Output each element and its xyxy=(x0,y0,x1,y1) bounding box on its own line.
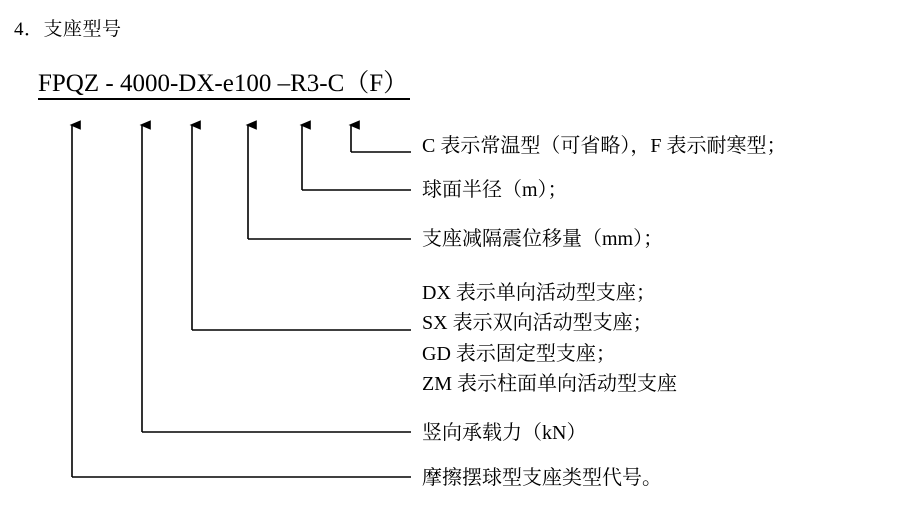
model-code-text: FPQZ - 4000-DX-e100 –R3-C（F） xyxy=(38,70,409,97)
annotation-prefix: 摩擦摆球型支座类型代号。 xyxy=(422,467,662,489)
page-title: 4．支座型号 xyxy=(14,19,122,40)
annotation-temperature: C 表示常温型（可省略），F 表示耐寒型； xyxy=(422,135,787,157)
annotation-type-line-dx: DX 表示单向活动型支座； xyxy=(422,282,656,304)
annotation-displacement: 支座减隔震位移量（mm）； xyxy=(422,228,664,250)
annotation-type xyxy=(422,278,677,400)
annotation-type-line-zm: ZM 表示柱面单向活动型支座 xyxy=(422,373,677,396)
model-code-underline xyxy=(38,98,410,100)
annotation-type-line-sx: SX 表示双向活动型支座； xyxy=(422,312,653,335)
annotation-radius: 球面半径（m）； xyxy=(422,179,568,201)
annotation-capacity: 竖向承载力（kN） xyxy=(422,422,587,444)
annotation-type-line-gd: GD 表示固定型支座； xyxy=(422,342,616,365)
